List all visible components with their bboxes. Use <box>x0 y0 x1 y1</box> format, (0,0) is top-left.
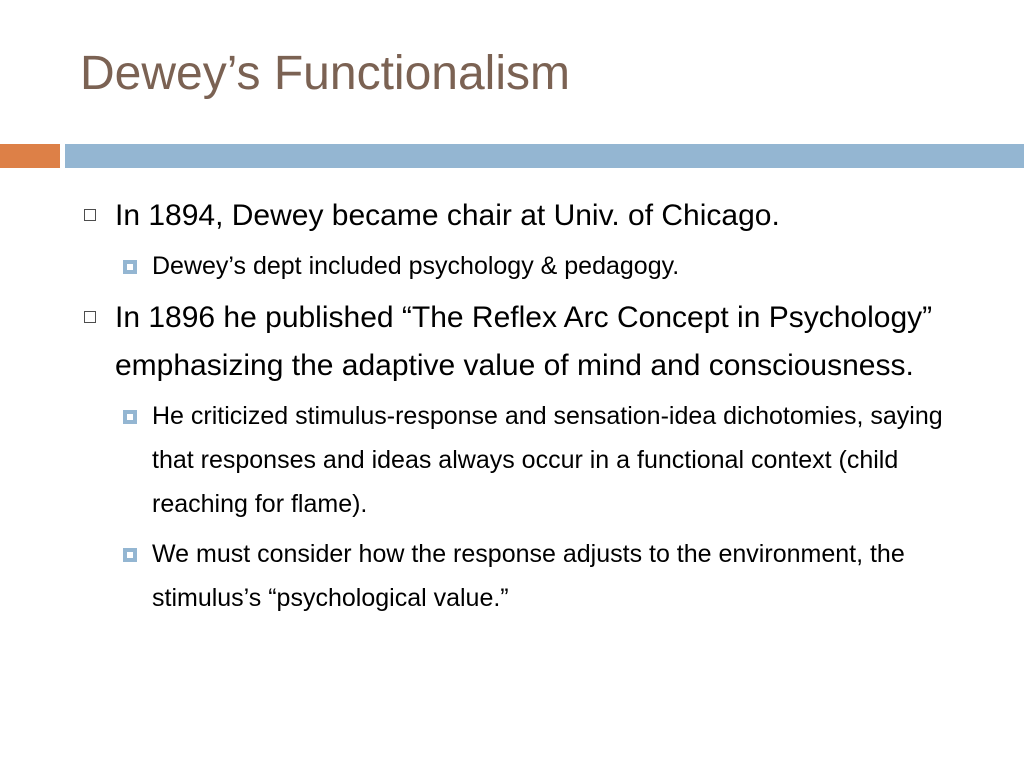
accent-bar-orange <box>0 144 60 168</box>
hollow-square-bullet-icon <box>84 311 96 323</box>
accent-bar-blue <box>65 144 1024 168</box>
filled-square-bullet-icon <box>123 548 137 562</box>
bullet-1-text: In 1894, Dewey became chair at Univ. of Chicago. <box>115 199 780 232</box>
bullet-1-sub-1-text: Dewey’s dept included psychology & pedagogy. <box>152 252 680 280</box>
slide-title: Dewey’s Functionalism <box>80 47 570 100</box>
bullet-2-sub-2 <box>80 532 980 620</box>
bullet-2-text: In 1896 he published “The Reflex Arc Concept in Psychology” emphasizing the adaptive value of mind and consciousness. <box>115 301 933 382</box>
bullet-2-sub-1 <box>80 394 980 526</box>
hollow-square-bullet-icon <box>84 209 96 221</box>
bullet-2-sub-2-text: We must consider how the response adjusts to the environment, the stimulus’s “psychological value.” <box>152 540 905 612</box>
bullet-1 <box>80 192 980 240</box>
bullet-2 <box>80 294 980 390</box>
filled-square-bullet-icon <box>123 260 137 274</box>
slide-content <box>80 192 980 620</box>
bullet-1-sub-1 <box>80 244 980 288</box>
bullet-2-sub-1-text: He criticized stimulus-response and sensation-idea dichotomies, saying that responses and ideas always occur in a functional context (child reaching for flame). <box>152 402 943 518</box>
filled-square-bullet-icon <box>123 410 137 424</box>
